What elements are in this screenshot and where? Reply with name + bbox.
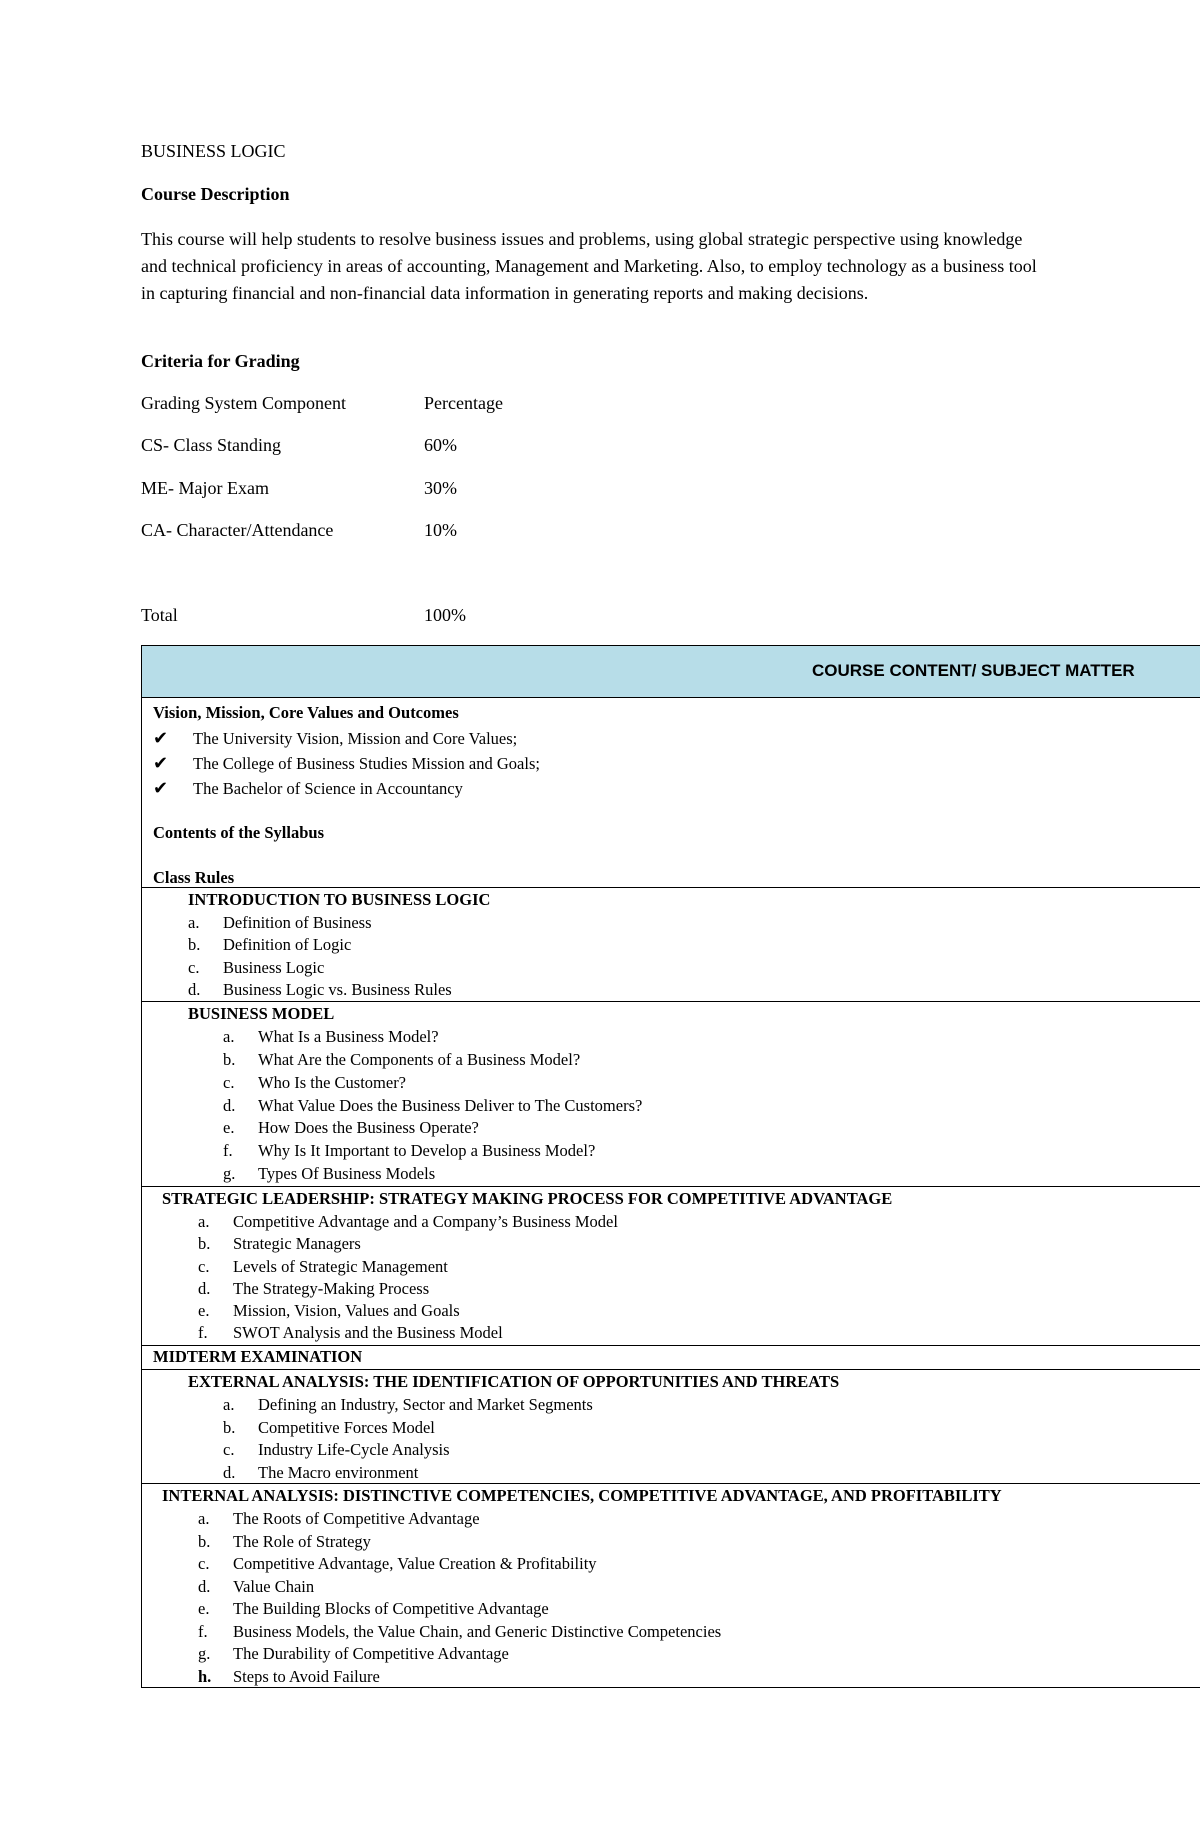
checkmark-icon: ✔ (153, 778, 169, 798)
check-item-text: The Bachelor of Science in Accountancy (193, 779, 463, 798)
list-item-label: d. (188, 980, 201, 999)
list-item-label: f. (223, 1141, 233, 1160)
list-item-text: Definition of Logic (223, 935, 352, 954)
section-heading: Vision, Mission, Core Values and Outcomes (153, 703, 459, 722)
table-header-label: COURSE CONTENT/ SUBJECT MATTER (812, 661, 1135, 680)
section-heading: STRATEGIC LEADERSHIP: STRATEGY MAKING PROCESS FOR COMPETITIVE ADVANTAGE (162, 1189, 893, 1208)
list-item-text: Who Is the Customer? (258, 1073, 407, 1092)
grading-component: CA- Character/Attendance (141, 520, 334, 540)
course-content-table (141, 645, 1200, 1688)
check-item (153, 778, 463, 799)
list-item-text: The Roots of Competitive Advantage (233, 1509, 480, 1528)
list-item-text: Why Is It Important to Develop a Business Model? (258, 1141, 596, 1160)
list-item-label: b. (223, 1418, 236, 1437)
list-item-label: b. (188, 935, 201, 954)
list-item-label: c. (188, 958, 200, 977)
section-heading: BUSINESS MODEL (188, 1004, 335, 1023)
course-title: BUSINESS LOGIC (141, 141, 286, 161)
check-item (153, 728, 517, 749)
check-item-text: The College of Business Studies Mission and Goals; (193, 754, 540, 773)
grading-component: Grading System Component (141, 393, 346, 413)
table-header (142, 646, 1200, 698)
list-item-text: Business Logic (223, 958, 325, 977)
list-item-text: The Building Blocks of Competitive Advantage (233, 1599, 549, 1618)
list-item-text: Defining an Industry, Sector and Market Segments (258, 1395, 593, 1414)
list-item-text: The Macro environment (258, 1463, 419, 1482)
syllabus-contents-label: Contents of the Syllabus (153, 823, 324, 842)
list-item-text: The Strategy-Making Process (233, 1279, 430, 1298)
list-item-label: e. (198, 1599, 210, 1618)
list-item-label: c. (198, 1554, 210, 1573)
list-item-label: d. (198, 1577, 211, 1596)
list-item-text: Competitive Advantage, Value Creation & Profitability (233, 1554, 597, 1573)
course-description: This course will help students to resolve business issues and problems, using global strategic perspective using knowledge and technical proficiency in areas of accounting, Management and Marketing. Also, to employ technology as a business tool in capturing financial and non-financial data information in generating reports and making decisions. (141, 229, 1037, 303)
list-item-label: a. (198, 1509, 210, 1528)
section-external-analysis (142, 1370, 1200, 1484)
grading-percentage: Percentage (424, 393, 503, 413)
grading-percentage: 30% (424, 478, 457, 498)
list-item-text: The Durability of Competitive Advantage (233, 1644, 509, 1663)
list-item-text: What Value Does the Business Deliver to The Customers? (258, 1096, 643, 1115)
grading-percentage: 60% (424, 435, 457, 455)
section-heading: EXTERNAL ANALYSIS: THE IDENTIFICATION OF OPPORTUNITIES AND THREATS (188, 1372, 840, 1391)
grading-component: ME- Major Exam (141, 478, 269, 498)
list-item-label: d. (198, 1279, 211, 1298)
checkmark-icon: ✔ (153, 728, 169, 748)
list-item-text: Competitive Advantage and a Company’s Business Model (233, 1212, 618, 1231)
section-business-model (142, 1002, 1200, 1187)
section-midterm (142, 1346, 1200, 1370)
list-item-label: b. (198, 1532, 211, 1551)
list-item-text: Mission, Vision, Values and Goals (233, 1301, 460, 1320)
list-item-text: Industry Life-Cycle Analysis (258, 1440, 450, 1459)
list-item-text: Competitive Forces Model (258, 1418, 435, 1437)
list-item-label: f. (198, 1323, 208, 1342)
list-item-text: How Does the Business Operate? (258, 1118, 479, 1137)
list-item-label: e. (223, 1118, 235, 1137)
total-label: Total (141, 605, 178, 625)
list-item-text: Business Logic vs. Business Rules (223, 980, 452, 999)
list-item-text: Definition of Business (223, 913, 372, 932)
list-item-label: h. (198, 1667, 212, 1686)
list-item-label: g. (223, 1164, 236, 1183)
section-heading: MIDTERM EXAMINATION (153, 1347, 363, 1366)
section-heading: INTRODUCTION TO BUSINESS LOGIC (188, 890, 491, 909)
section-internal-analysis (142, 1484, 1200, 1688)
list-item-text: Value Chain (233, 1577, 315, 1596)
checkmark-icon: ✔ (153, 753, 169, 773)
grading-heading: Criteria for Grading (141, 351, 300, 371)
list-item-label: b. (223, 1050, 236, 1069)
list-item-label: a. (188, 913, 200, 932)
list-item-text: Types Of Business Models (258, 1164, 436, 1183)
class-rules-label: Class Rules (153, 868, 235, 887)
list-item-label: b. (198, 1234, 211, 1253)
list-item-label: c. (198, 1257, 210, 1276)
list-item-label: g. (198, 1644, 211, 1663)
section-vision-mission (142, 698, 1200, 888)
list-item-text: Business Models, the Value Chain, and Generic Distinctive Competencies (233, 1622, 722, 1641)
check-item-text: The University Vision, Mission and Core Values; (193, 729, 518, 748)
grading-component: CS- Class Standing (141, 435, 282, 455)
check-item (153, 753, 540, 774)
list-item-label: c. (223, 1073, 235, 1092)
list-item-label: a. (223, 1027, 235, 1046)
section-strategic-leadership (142, 1187, 1200, 1346)
list-item-label: d. (223, 1463, 236, 1482)
section-introduction (142, 888, 1200, 1002)
list-item-text: Strategic Managers (233, 1234, 361, 1253)
list-item-label: f. (198, 1622, 208, 1641)
total-value: 100% (424, 605, 466, 625)
list-item-text: Levels of Strategic Management (233, 1257, 448, 1276)
list-item-text: The Role of Strategy (233, 1532, 371, 1551)
list-item-text: What Are the Components of a Business Model? (258, 1050, 581, 1069)
list-item-label: c. (223, 1440, 235, 1459)
list-item-label: d. (223, 1096, 236, 1115)
grading-percentage: 10% (424, 520, 457, 540)
list-item-label: a. (223, 1395, 235, 1414)
list-item-text: What Is a Business Model? (258, 1027, 439, 1046)
list-item-text: Steps to Avoid Failure (233, 1667, 380, 1686)
list-item-text: SWOT Analysis and the Business Model (233, 1323, 503, 1342)
list-item-label: a. (198, 1212, 210, 1231)
course-description-heading: Course Description (141, 184, 290, 204)
section-heading: INTERNAL ANALYSIS: DISTINCTIVE COMPETENCIES, COMPETITIVE ADVANTAGE, AND PROFITABILITY (162, 1486, 1002, 1505)
list-item-label: e. (198, 1301, 210, 1320)
